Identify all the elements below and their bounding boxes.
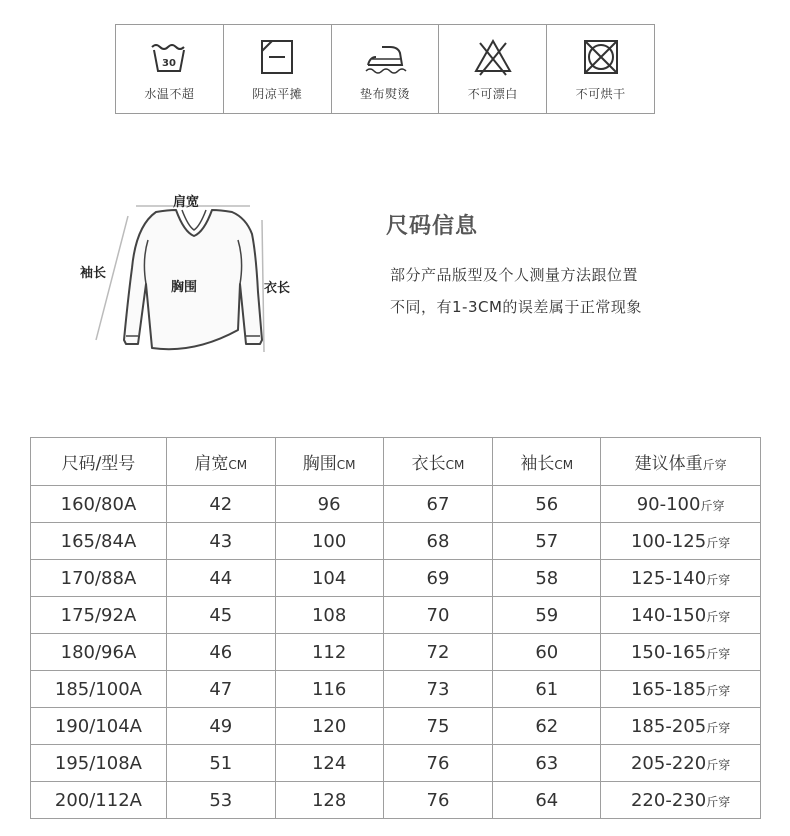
wash-30-icon <box>146 37 192 79</box>
cell-length: 76 <box>383 782 493 819</box>
table-row <box>31 560 761 597</box>
cell-size: 195/108A <box>31 745 167 782</box>
size-info-line-1: 部分产品版型及个人测量方法跟位置 <box>390 266 639 284</box>
table-row <box>31 523 761 560</box>
label-sleeve: 袖长 <box>80 266 107 281</box>
table-row <box>31 634 761 671</box>
header-shoulder: 肩宽CM <box>166 438 275 486</box>
cell-chest: 116 <box>275 671 383 708</box>
table-row <box>31 486 761 523</box>
wash-temp: 30 <box>162 58 177 69</box>
cell-weight: 165-185斤穿 <box>601 671 761 708</box>
table-row <box>31 708 761 745</box>
cell-weight: 140-150斤穿 <box>601 597 761 634</box>
cell-sleeve: 60 <box>493 634 601 671</box>
header-chest: 胸围CM <box>275 438 383 486</box>
sweater-diagram <box>70 180 310 360</box>
cell-chest: 108 <box>275 597 383 634</box>
care-item-dry <box>224 25 332 113</box>
cell-chest: 124 <box>275 745 383 782</box>
header-weight: 建议体重斤穿 <box>601 438 761 486</box>
cell-sleeve: 62 <box>493 708 601 745</box>
cell-length: 70 <box>383 597 493 634</box>
header-length: 衣长CM <box>383 438 493 486</box>
iron-with-cloth-icon <box>362 37 408 79</box>
cell-length: 67 <box>383 486 493 523</box>
label-length: 衣长 <box>264 281 291 296</box>
cell-length: 72 <box>383 634 493 671</box>
cell-sleeve: 59 <box>493 597 601 634</box>
label-chest: 胸围 <box>171 280 198 295</box>
header-sleeve: 袖长CM <box>493 438 601 486</box>
cell-sleeve: 64 <box>493 782 601 819</box>
cell-size: 180/96A <box>31 634 167 671</box>
cell-size: 160/80A <box>31 486 167 523</box>
no-tumble-dry-icon <box>578 37 624 79</box>
care-item-wash <box>116 25 224 113</box>
cell-shoulder: 53 <box>166 782 275 819</box>
care-item-bleach <box>439 25 547 113</box>
cell-shoulder: 43 <box>166 523 275 560</box>
cell-shoulder: 46 <box>166 634 275 671</box>
table-row <box>31 782 761 819</box>
size-info-line-2: 不同，有1-3CM的误差属于正常现象 <box>390 298 642 316</box>
cell-chest: 128 <box>275 782 383 819</box>
dry-flat-shade-icon <box>254 37 300 79</box>
cell-weight: 100-125斤穿 <box>601 523 761 560</box>
care-label-wash: 水温不超 <box>144 87 195 101</box>
size-info-title: 尺码信息 <box>386 214 479 239</box>
cell-size: 190/104A <box>31 708 167 745</box>
cell-size: 165/84A <box>31 523 167 560</box>
cell-length: 73 <box>383 671 493 708</box>
size-table <box>30 437 761 819</box>
care-item-iron <box>332 25 440 113</box>
cell-length: 75 <box>383 708 493 745</box>
care-item-tumble <box>547 25 654 113</box>
table-row <box>31 671 761 708</box>
cell-shoulder: 42 <box>166 486 275 523</box>
cell-sleeve: 56 <box>493 486 601 523</box>
cell-chest: 112 <box>275 634 383 671</box>
cell-length: 76 <box>383 745 493 782</box>
cell-sleeve: 57 <box>493 523 601 560</box>
cell-weight: 125-140斤穿 <box>601 560 761 597</box>
table-row <box>31 597 761 634</box>
care-instructions <box>115 24 655 114</box>
cell-weight: 150-165斤穿 <box>601 634 761 671</box>
cell-shoulder: 45 <box>166 597 275 634</box>
table-header-row <box>31 438 761 486</box>
cell-size: 200/112A <box>31 782 167 819</box>
label-shoulder: 肩宽 <box>173 195 200 210</box>
cell-chest: 96 <box>275 486 383 523</box>
cell-weight: 185-205斤穿 <box>601 708 761 745</box>
cell-shoulder: 44 <box>166 560 275 597</box>
cell-sleeve: 63 <box>493 745 601 782</box>
cell-sleeve: 58 <box>493 560 601 597</box>
cell-shoulder: 47 <box>166 671 275 708</box>
table-row <box>31 745 761 782</box>
cell-weight: 205-220斤穿 <box>601 745 761 782</box>
cell-chest: 100 <box>275 523 383 560</box>
cell-chest: 120 <box>275 708 383 745</box>
cell-length: 68 <box>383 523 493 560</box>
care-label-bleach: 不可漂白 <box>467 87 518 101</box>
care-label-dry: 阴凉平摊 <box>252 87 303 101</box>
cell-weight: 90-100斤穿 <box>601 486 761 523</box>
cell-chest: 104 <box>275 560 383 597</box>
cell-weight: 220-230斤穿 <box>601 782 761 819</box>
cell-sleeve: 61 <box>493 671 601 708</box>
care-label-iron: 垫布熨烫 <box>359 87 410 101</box>
cell-shoulder: 51 <box>166 745 275 782</box>
cell-length: 69 <box>383 560 493 597</box>
header-size: 尺码/型号 <box>31 438 167 486</box>
cell-size: 170/88A <box>31 560 167 597</box>
no-bleach-icon <box>470 37 516 79</box>
cell-size: 175/92A <box>31 597 167 634</box>
care-label-tumble: 不可烘干 <box>575 87 626 101</box>
cell-shoulder: 49 <box>166 708 275 745</box>
cell-size: 185/100A <box>31 671 167 708</box>
